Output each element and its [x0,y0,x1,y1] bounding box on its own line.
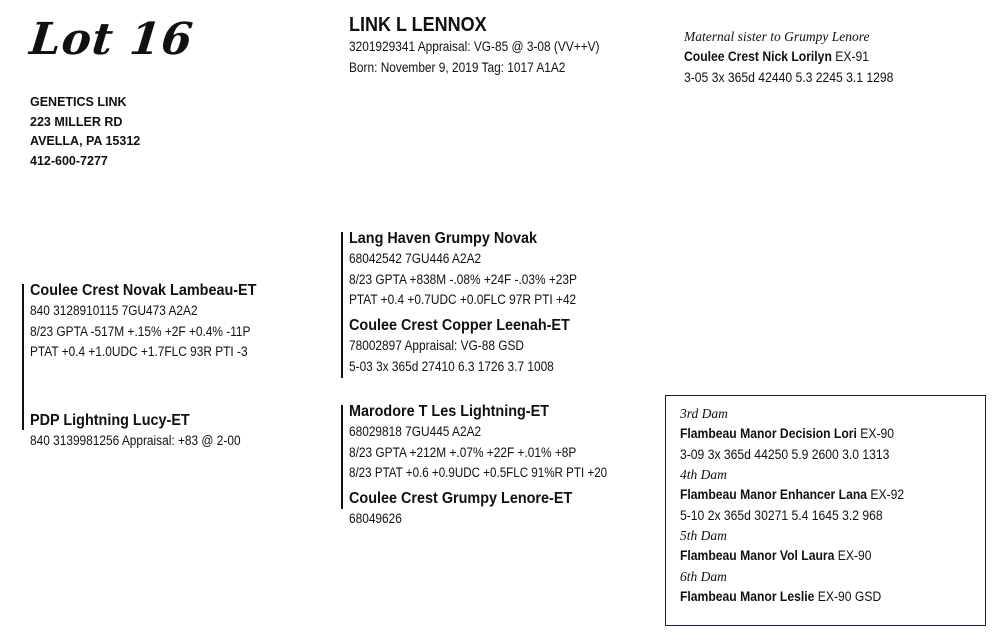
sires-sire-name: Lang Haven Grumpy Novak [349,230,538,247]
sires-sire-line2: 8/23 GPTA +838M -.08% +24F -.03% +23P [349,271,577,287]
dam4-name: Flambeau Manor Enhancer Lana [680,487,868,502]
dam4-record: 5-10 2x 365d 30271 5.4 1645 3.2 968 [680,507,883,523]
sires-sire-block [349,229,608,311]
sire-name: Coulee Crest Novak Lambeau-ET [30,282,257,299]
sire-line1: 840 3128910115 7GU473 A2A2 [30,303,198,318]
dam3-name: Flambeau Manor Decision Lori [680,426,857,441]
sire-block [30,281,282,363]
dam3-line [680,424,904,445]
consignor-name: GENETICS LINK [30,95,127,109]
dam5-name: Flambeau Manor Vol Laura [680,548,835,563]
family-box-content [680,404,929,607]
sire-line3: PTAT +0.4 +1.0UDC +1.7FLC 93R PTI -3 [30,344,248,359]
dam5-label: 5th Dam [680,528,727,543]
subject-block [349,13,634,78]
sibling-note: Maternal sister to Grumpy Lenore [684,29,870,44]
sires-sire-line3: PTAT +0.4 +0.7UDC +0.0FLC 97R PTI +42 [349,292,577,307]
dams-sire-line1: 68029818 7GU445 A2A2 [349,424,482,439]
subject-line1: 3201929341 Appraisal: VG-85 @ 3-08 (VV++V) [349,39,600,54]
sibling-record: 3-05 3x 365d 42440 5.3 2245 3.1 1298 [684,69,894,85]
dams-dam-line1: 68049626 [349,511,402,526]
consignor-phone: 412-600-7277 [30,153,108,168]
dams-sire-block [349,402,649,484]
dam3-record: 3-09 3x 365d 44250 5.9 2600 3.0 1313 [680,446,890,462]
dam5-score: EX-90 [834,548,872,563]
lot-title: Lot 16 [27,14,196,65]
consignor-address: 223 MILLER RD [30,114,123,129]
consignor-city: AVELLA, PA 15312 [30,134,141,148]
sires-dam-line2: 5-03 3x 365d 27410 6.3 1726 3.7 1008 [349,358,554,374]
dam4-line [680,485,904,506]
sibling-line [684,47,893,68]
family-box [665,395,986,626]
subject-name: LINK L LENNOX [349,14,487,36]
dams-sire-line3: 8/23 PTAT +0.6 +0.9UDC +0.5FLC 91%R PTI +20 [349,465,608,480]
consignor-block [30,93,140,171]
dams-sire-name: Marodore T Les Lightning-ET [349,403,549,420]
pedigree-bracket-sire [341,232,343,378]
dam3-score: EX-90 [856,426,895,441]
sibling-score: EX-91 [831,49,870,64]
dams-dam-block [349,489,597,530]
dam-name: PDP Lightning Lucy-ET [30,412,190,429]
dams-sire-line2: 8/23 GPTA +212M +.07% +22F +.01% +8P [349,444,577,460]
sires-dam-block [349,316,594,377]
dam5-line [680,546,904,567]
dam6-line [680,587,904,608]
dam3-label: 3rd Dam [680,406,728,421]
dam6-label: 6th Dam [680,568,727,584]
dams-dam-name: Coulee Crest Grumpy Lenore-ET [349,490,573,507]
dam4-score: EX-92 [867,487,905,502]
pedigree-bracket-left [22,284,24,430]
dam-line1: 840 3139981256 Appraisal: +83 @ 2-00 [30,433,241,448]
sire-line2: 8/23 GPTA -517M +.15% +2F +0.4% -11P [30,323,251,339]
sibling-name: Coulee Crest Nick Lorilyn [684,49,832,64]
dam4-label: 4th Dam [680,467,727,482]
pedigree-bracket-dam [341,405,343,509]
sires-dam-name: Coulee Crest Copper Leenah-ET [349,317,570,334]
dam6-score: EX-90 GSD [814,588,882,604]
sires-sire-line1: 68042542 7GU446 A2A2 [349,251,482,266]
dam-block [30,411,269,452]
sires-dam-line1: 78002897 Appraisal: VG-88 GSD [349,338,525,353]
sibling-block [684,27,917,88]
dam6-name: Flambeau Manor Leslie [680,588,815,604]
subject-line2: Born: November 9, 2019 Tag: 1017 A1A2 [349,59,566,75]
